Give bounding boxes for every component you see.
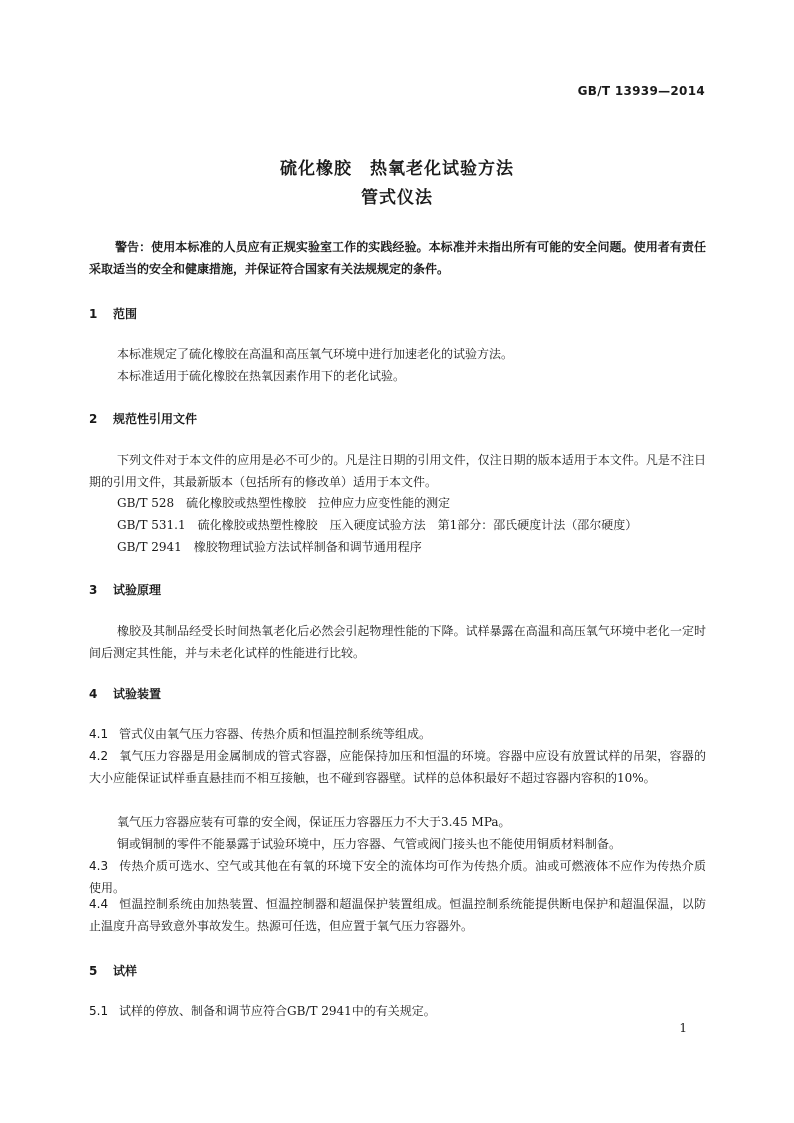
section-number: 3 bbox=[89, 583, 98, 597]
clause-text: 传热介质可选水、空气或其他在有氧的环境下安全的流体均可作为传热介质。油或可燃液体不应作为传热介质使用。 bbox=[89, 859, 706, 895]
clause-4-2-paragraph: 铜或铜制的零件不能暴露于试验环境中，压力容器、气管或阀门接头也不能使用铜质材料制备。 bbox=[117, 837, 622, 851]
section-4-heading bbox=[89, 685, 161, 702]
document-title: 硫化橡胶 热氧老化试验方法 bbox=[280, 159, 514, 179]
section-1-paragraph: 本标准规定了硫化橡胶在高温和高压氧气环境中进行加速老化的试验方法。 bbox=[117, 347, 514, 361]
section-3-heading bbox=[89, 581, 161, 598]
document-subtitle: 管式仪法 bbox=[361, 188, 433, 208]
normative-reference: GB/T 528 硫化橡胶或热塑性橡胶 拉伸应力应变性能的测定 bbox=[117, 496, 451, 510]
standard-code: GB/T 13939—2014 bbox=[577, 84, 705, 98]
normative-reference: GB/T 2941 橡胶物理试验方法试样制备和调节通用程序 bbox=[117, 540, 422, 554]
section-title: 试验装置 bbox=[113, 687, 162, 701]
warning-paragraph: 警告：使用本标准的人员应有正规实验室工作的实践经验。本标准并未指出所有可能的安全问题。使用者有责任采取适当的安全和健康措施，并保证符合国家有关法规规定的条件。 bbox=[89, 240, 706, 276]
section-number: 5 bbox=[89, 964, 98, 978]
section-title: 范围 bbox=[113, 307, 138, 321]
clause-text: 恒温控制系统由加热装置、恒温控制器和超温保护装置组成。恒温控制系统能提供断电保护和超温保温，以防止温度升高导致意外事故发生。热源可任选，但应置于氧气压力容器外。 bbox=[89, 897, 706, 933]
clause-text: 氧气压力容器是用金属制成的管式容器，应能保持加压和恒温的环境。容器中应设有放置试样的吊架，容器的大小应能保证试样垂直悬挂而不相互接触，也不碰到容器壁。试样的总体积最好不超过容器内容积的10%。 bbox=[89, 749, 706, 785]
section-number: 4 bbox=[89, 687, 98, 701]
section-1-paragraph: 本标准适用于硫化橡胶在热氧因素作用下的老化试验。 bbox=[117, 369, 406, 383]
section-5-heading bbox=[89, 962, 137, 979]
normative-reference: GB/T 531.1 硫化橡胶或热塑性橡胶 压入硬度试验方法 第1部分：邵氏硬度计法（邵尔硬度） bbox=[117, 518, 638, 532]
section-title: 规范性引用文件 bbox=[113, 412, 198, 426]
section-3-paragraph: 橡胶及其制品经受长时间热氧老化后必然会引起物理性能的下降。试样暴露在高温和高压氧气环境中老化一定时间后测定其性能，并与未老化试样的性能进行比较。 bbox=[89, 624, 706, 660]
section-2-heading bbox=[89, 410, 197, 427]
section-1-heading bbox=[89, 305, 137, 322]
clause-4-2-paragraph: 氧气压力容器应装有可靠的安全阀，保证压力容器压力不大于3.45 MPa。 bbox=[117, 815, 511, 829]
clause-number: 4.4 bbox=[89, 897, 109, 911]
page-number: 1 bbox=[679, 1021, 687, 1035]
section-number: 2 bbox=[89, 412, 98, 426]
section-title: 试验原理 bbox=[113, 583, 162, 597]
section-number: 1 bbox=[89, 307, 98, 321]
clause-number: 4.2 bbox=[89, 749, 109, 763]
clause-number: 4.1 bbox=[89, 727, 109, 741]
section-title: 试样 bbox=[113, 964, 138, 978]
clause-text: 管式仪由氧气压力容器、传热介质和恒温控制系统等组成。 bbox=[119, 727, 432, 741]
clause-4-4 bbox=[89, 893, 706, 937]
section-2-paragraph: 下列文件对于本文件的应用是必不可少的。凡是注日期的引用文件，仅注日期的版本适用于本文件。凡是不注日期的引用文件，其最新版本（包括所有的修改单）适用于本文件。 bbox=[89, 453, 706, 489]
clause-text: 试样的停放、制备和调节应符合GB/T 2941中的有关规定。 bbox=[119, 1004, 436, 1018]
clause-5-1 bbox=[89, 1000, 706, 1022]
clause-number: 5.1 bbox=[89, 1004, 109, 1018]
clause-number: 4.3 bbox=[89, 859, 109, 873]
clause-4-1 bbox=[89, 723, 706, 745]
clause-4-2 bbox=[89, 745, 706, 789]
